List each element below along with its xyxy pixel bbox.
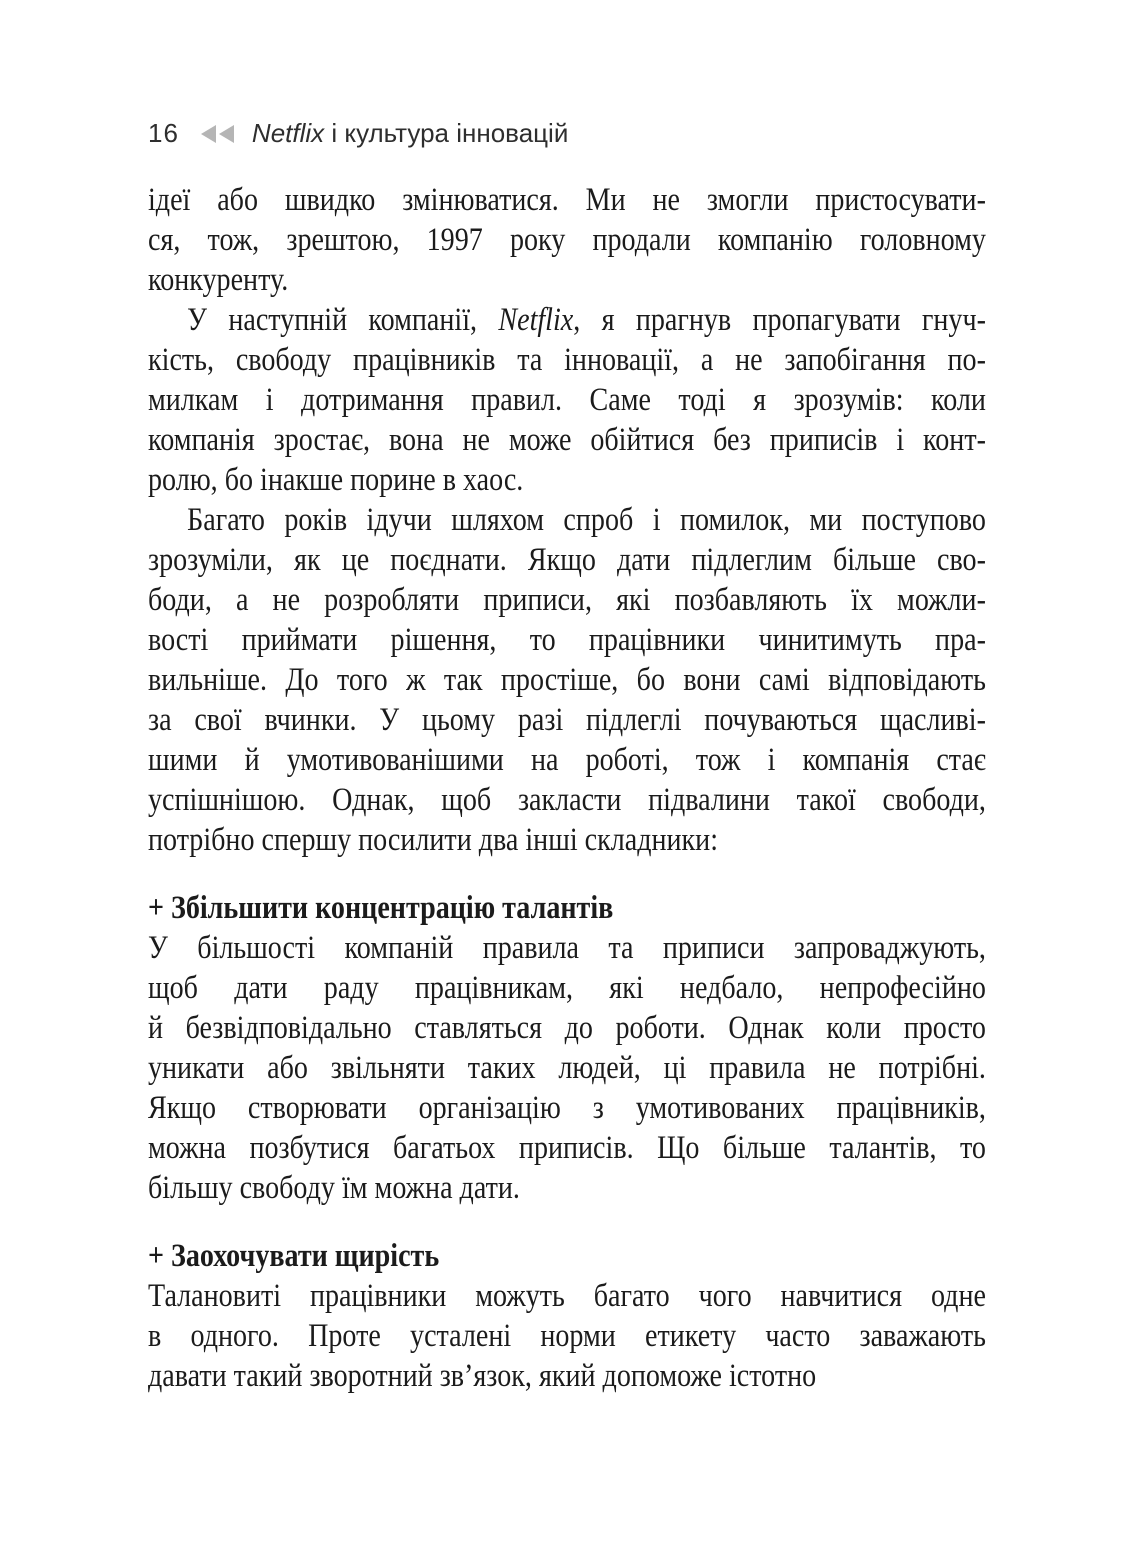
text-line: успішнішою. Однак, щоб закласти підвалини такої свободи, — [148, 782, 986, 818]
text-line: за свої вчинки. У цьому разі підлеглі почуваються щасливі- — [148, 702, 986, 738]
text-segment: , я прагнув пропагувати гнуч- — [573, 302, 986, 338]
paragraph-4 — [148, 928, 986, 1208]
text-line: вості приймати рішення, то працівники чинитимуть пра- — [148, 622, 986, 658]
paragraph-5 — [148, 1276, 986, 1396]
text-line: й безвідповідально ставляться до роботи. Однак коли просто — [148, 1010, 986, 1046]
text-line: Талановиті працівники можуть багато чого навчитися одне — [148, 1278, 986, 1314]
netflix-italic-text: Netflix — [498, 302, 574, 338]
running-title-subtitle: і культура інновацій — [324, 117, 569, 148]
text-line: милкам і дотримання правил. Саме тоді я зрозумів: коли — [148, 382, 986, 418]
rewind-icon — [201, 125, 234, 143]
text-line: більшу свободу їм можна дати. — [148, 1170, 520, 1206]
text-line: ролю, бо інакше порине в хаос. — [148, 462, 524, 498]
text-line: конкуренту. — [148, 262, 289, 298]
page-content — [148, 180, 986, 1396]
text-line: зрозуміли, як це поєднати. Якщо дати підлеглим більше сво- — [148, 542, 986, 578]
text-line: компанія зростає, вона не може обійтися без приписів і конт- — [148, 422, 986, 458]
section-heading-candor: + Заохочувати щирість — [148, 1238, 440, 1274]
text-line: потрібно спершу посилити два інші складники: — [148, 822, 719, 858]
running-title — [252, 118, 568, 149]
text-line: уникати або звільняти таких людей, ці правила не потрібні. — [148, 1050, 986, 1086]
text-line: щоб дати раду працівникам, які недбало, непрофесійно — [148, 970, 986, 1006]
page-number: 16 — [148, 117, 179, 148]
text-line: Якщо створювати організацію з умотивованих працівників, — [148, 1090, 986, 1126]
text-line — [148, 300, 986, 340]
text-segment: У наступній компанії, — [187, 302, 499, 338]
text-line: боди, а не розробляти приписи, які позбавляють їх можли- — [148, 582, 986, 618]
left-triangle-icon — [219, 125, 234, 143]
text-line: давати такий зворотний зв’язок, який допоможе істотно — [148, 1358, 817, 1394]
text-line: ся, тож, зрештою, 1997 року продали компанію головному — [148, 222, 986, 258]
text-line: Багато років ідучи шляхом спроб і помилок, ми поступово — [187, 502, 986, 538]
paragraph-1 — [148, 180, 986, 300]
left-triangle-icon — [201, 125, 216, 143]
running-title-book-name: Netflix — [251, 117, 325, 148]
text-line: шими й умотивованішими на роботі, тож і компанія стає — [148, 742, 986, 778]
text-line: вильніше. До того ж так простіше, бо вони самі відповідають — [148, 662, 986, 698]
paragraph-2 — [148, 300, 986, 500]
text-line: У більшості компаній правила та приписи запроваджують, — [148, 930, 986, 966]
text-line: кість, свободу працівників та інновації, а не запобігання по- — [148, 342, 986, 378]
section-heading-talent-density: + Збільшити концентрацію талантів — [148, 890, 614, 926]
text-line: ідеї або швидко змінюватися. Ми не змогли пристосувати- — [148, 182, 986, 218]
text-line: можна позбутися багатьох приписів. Що більше талантів, то — [148, 1130, 986, 1166]
text-line: в одного. Проте усталені норми етикету часто заважають — [148, 1318, 986, 1354]
paragraph-3 — [148, 500, 986, 860]
page-header — [148, 116, 568, 150]
